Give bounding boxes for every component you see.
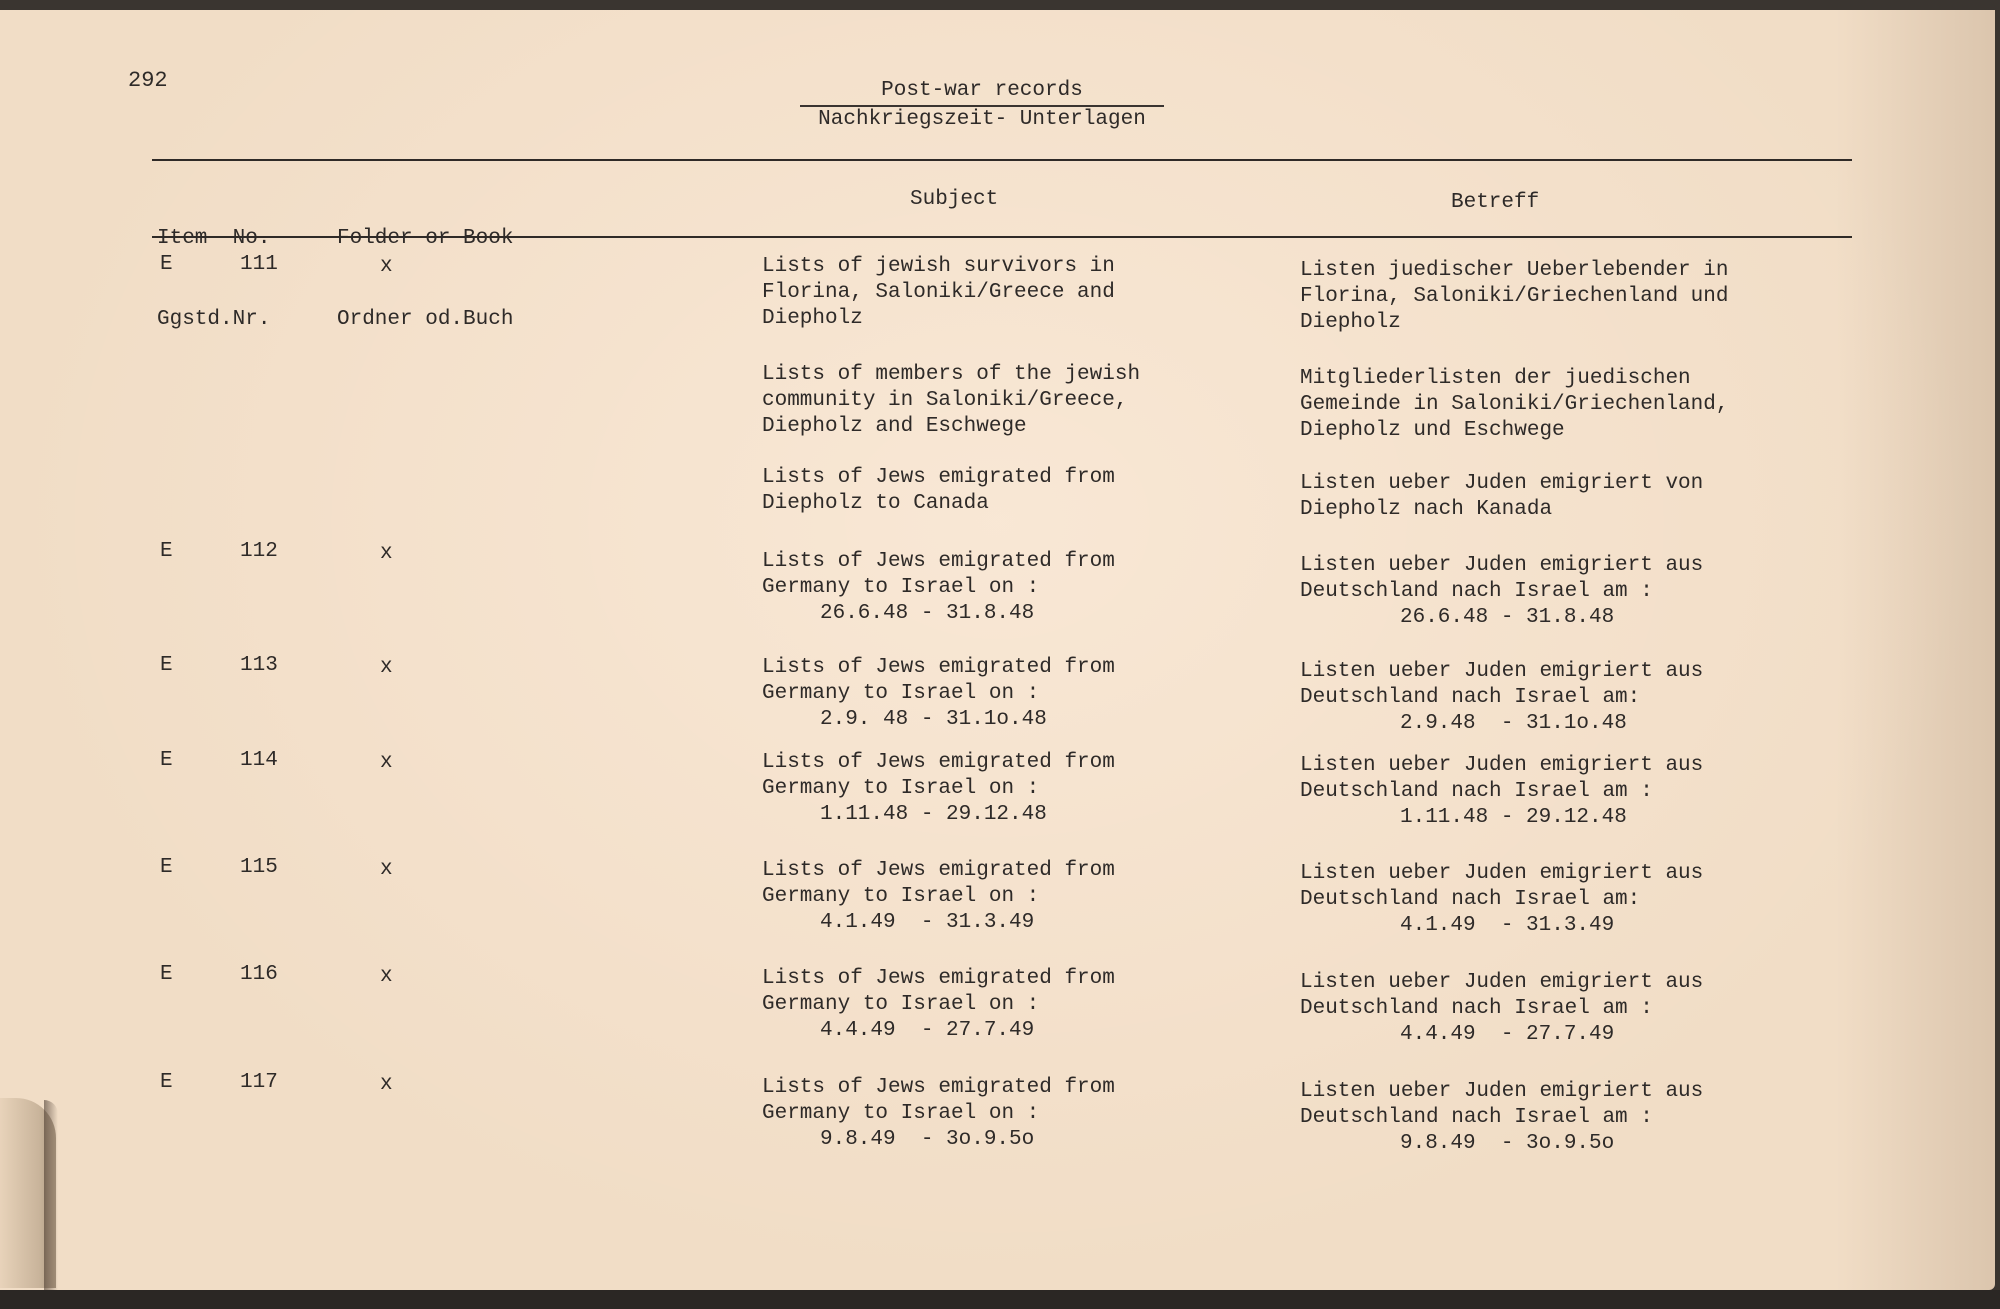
row-116-betreff: Listen ueber Juden emigriert aus Deutschland nach Israel am : 4.4.49 - 27.7.49 bbox=[1300, 971, 1704, 1046]
row-114-folder-mark: x bbox=[380, 751, 393, 774]
title-english: Post-war records bbox=[800, 78, 1164, 107]
row-111-subject-2: Lists of members of the jewish community in Saloniki/Greece, Diepholz and Eschwege bbox=[762, 363, 1141, 438]
row-112-subject: Lists of Jews emigrated from Germany to Israel on : 26.6.48 - 31.8.48 bbox=[762, 550, 1115, 625]
row-114-subject: Lists of Jews emigrated from Germany to Israel on : 1.11.48 - 29.12.48 bbox=[762, 751, 1115, 826]
row-111-betreff-2: Mitgliederlisten der juedischen Gemeinde in Saloniki/Griechenland, Diepholz und Eschwege bbox=[1300, 367, 1729, 442]
row-114-betreff: Listen ueber Juden emigriert aus Deutschland nach Israel am : 1.11.48 - 29.12.48 bbox=[1300, 754, 1704, 829]
scanner-bed-edge bbox=[0, 1290, 2000, 1309]
row-115-subject: Lists of Jews emigrated from Germany to Israel on : 4.1.49 - 31.3.49 bbox=[762, 859, 1115, 934]
row-116-folder-mark: x bbox=[380, 965, 393, 988]
header-top-rule bbox=[152, 159, 1852, 161]
row-111-subject-3: Lists of Jews emigrated from Diepholz to Canada bbox=[762, 466, 1115, 515]
row-117-betreff: Listen ueber Juden emigriert aus Deutschland nach Israel am : 9.8.49 - 3o.9.5o bbox=[1300, 1080, 1704, 1155]
row-111-betreff-3: Listen ueber Juden emigriert von Diepholz nach Kanada bbox=[1300, 472, 1704, 521]
row-115-folder-mark: x bbox=[380, 858, 393, 881]
row-114-number: 114 bbox=[240, 749, 278, 772]
row-111-item: E bbox=[160, 253, 173, 276]
column-header-item-no: Item No. Ggstd.Nr. bbox=[157, 227, 271, 331]
page-title bbox=[800, 78, 1164, 133]
row-117-item: E bbox=[160, 1071, 173, 1094]
row-112-item: E bbox=[160, 540, 173, 563]
row-113-subject: Lists of Jews emigrated from Germany to Israel on : 2.9. 48 - 31.1o.48 bbox=[762, 656, 1115, 731]
page-curl-shadow bbox=[44, 1100, 58, 1290]
row-115-item: E bbox=[160, 856, 173, 879]
row-112-number: 112 bbox=[240, 540, 278, 563]
row-115-number: 115 bbox=[240, 856, 278, 879]
title-german: Nachkriegszeit- Unterlagen bbox=[818, 108, 1146, 131]
row-113-folder-mark: x bbox=[380, 656, 393, 679]
row-117-number: 117 bbox=[240, 1071, 278, 1094]
row-117-subject: Lists of Jews emigrated from Germany to Israel on : 9.8.49 - 3o.9.5o bbox=[762, 1076, 1115, 1151]
row-111-number: 111 bbox=[240, 253, 278, 276]
row-111-subject-1: Lists of jewish survivors in Florina, Saloniki/Greece and Diepholz bbox=[762, 255, 1115, 330]
row-114-item: E bbox=[160, 749, 173, 772]
row-115-betreff: Listen ueber Juden emigriert aus Deutschland nach Israel am: 4.1.49 - 31.3.49 bbox=[1300, 862, 1704, 937]
row-116-number: 116 bbox=[240, 963, 278, 986]
column-header-folder: Folder or Book Ordner od.Buch bbox=[337, 227, 514, 331]
page-number: 292 bbox=[128, 68, 168, 93]
column-header-betreff: Betreff bbox=[1451, 191, 1540, 214]
row-113-item: E bbox=[160, 654, 173, 677]
row-112-betreff: Listen ueber Juden emigriert aus Deutschland nach Israel am : 26.6.48 - 31.8.48 bbox=[1300, 554, 1704, 629]
row-113-betreff: Listen ueber Juden emigriert aus Deutschland nach Israel am: 2.9.48 - 31.1o.48 bbox=[1300, 660, 1704, 735]
row-111-folder-mark: x bbox=[380, 255, 393, 278]
column-header-subject: Subject bbox=[910, 188, 999, 211]
row-111-betreff-1: Listen juedischer Ueberlebender in Florina, Saloniki/Griechenland und Diepholz bbox=[1300, 259, 1729, 334]
row-117-folder-mark: x bbox=[380, 1073, 393, 1096]
row-116-subject: Lists of Jews emigrated from Germany to Israel on : 4.4.49 - 27.7.49 bbox=[762, 967, 1115, 1042]
row-113-number: 113 bbox=[240, 654, 278, 677]
row-112-folder-mark: x bbox=[380, 542, 393, 565]
row-116-item: E bbox=[160, 963, 173, 986]
